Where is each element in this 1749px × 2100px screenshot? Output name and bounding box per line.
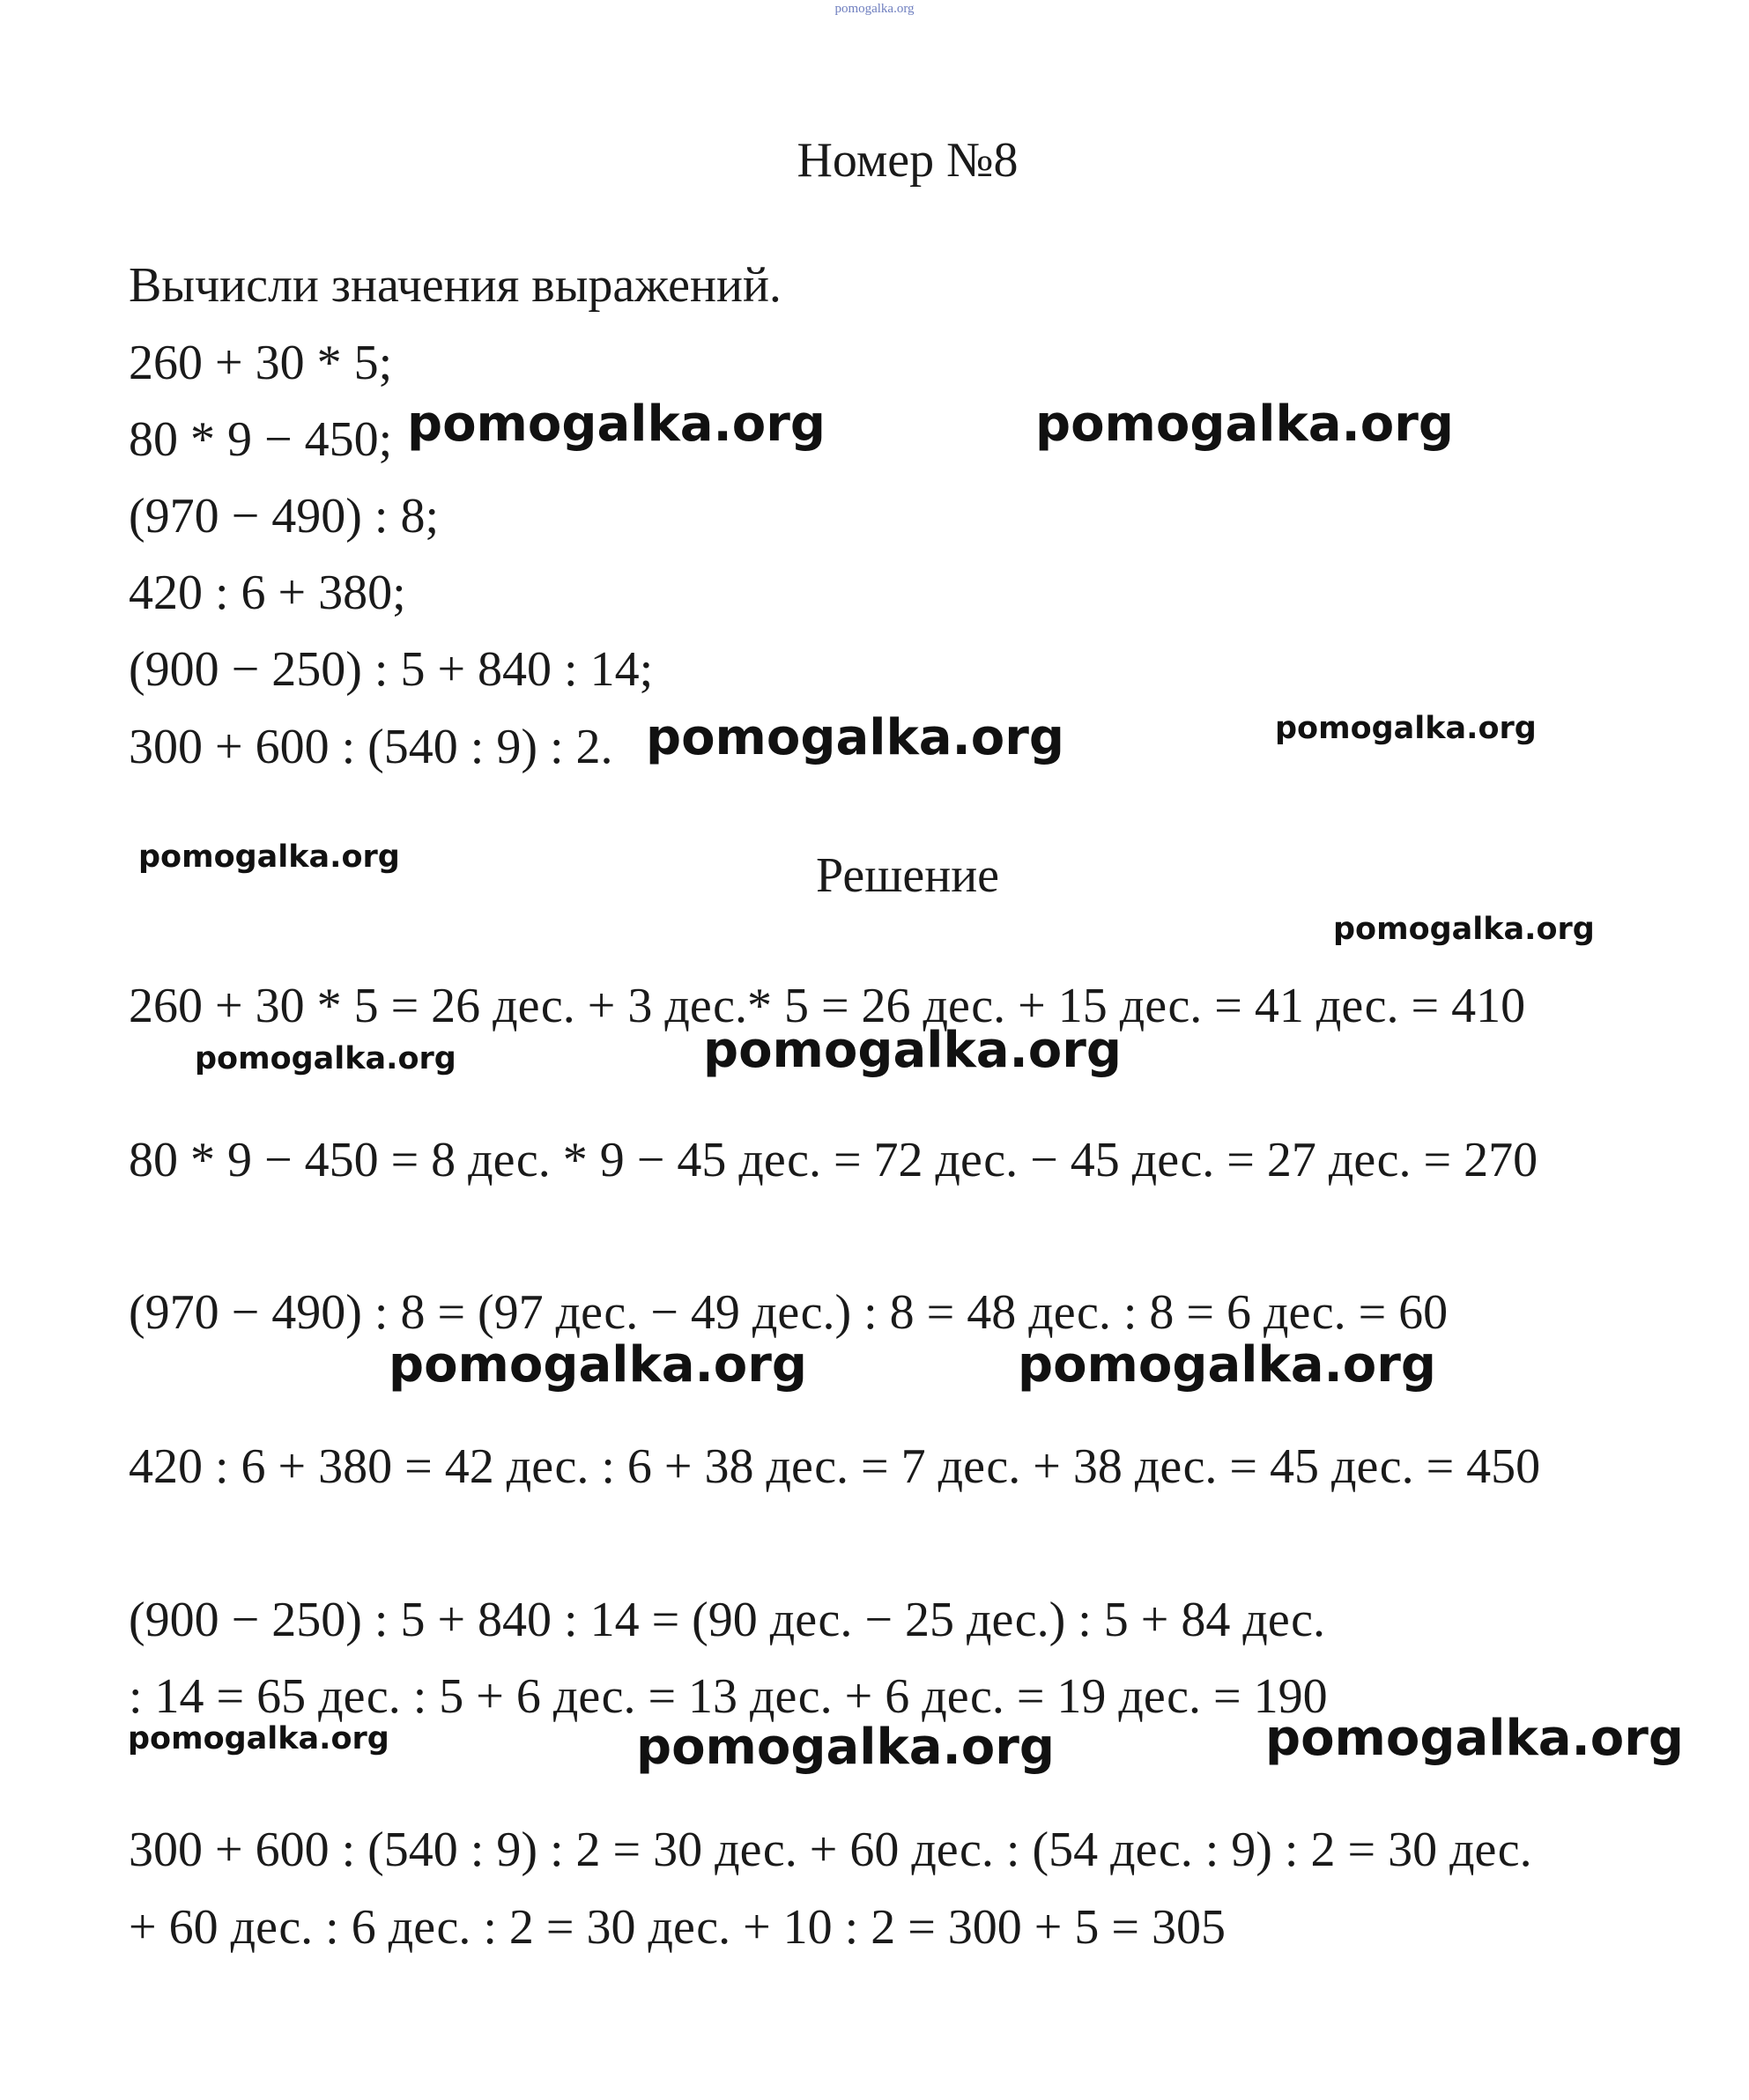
watermark: pomogalka.org	[389, 1336, 807, 1394]
watermark: pomogalka.org	[1333, 912, 1595, 947]
watermark: pomogalka.org	[407, 396, 826, 453]
task-expression: (900 − 250) : 5 + 840 : 14;	[129, 642, 654, 697]
solution-line: (900 − 250) : 5 + 840 : 14 = (90 дес. − 25 дес.) : 5 + 84 дес.	[129, 1593, 1325, 1647]
task-expression: 80 * 9 − 450;	[129, 412, 393, 467]
top-watermark: pomogalka.org	[834, 2, 915, 16]
task-expression: (970 − 490) : 8;	[129, 489, 439, 543]
solution-line: (970 − 490) : 8 = (97 дес. − 49 дес.) : 8 = 48 дес. : 8 = 6 дес. = 60	[129, 1285, 1449, 1340]
solution-line: 300 + 600 : (540 : 9) : 2 = 30 дес. + 60 дес. : (54 дес. : 9) : 2 = 30 дес.	[129, 1823, 1532, 1877]
watermark: pomogalka.org	[703, 1022, 1122, 1079]
task-expression: 260 + 30 * 5;	[129, 336, 393, 390]
watermark: pomogalka.org	[1018, 1336, 1436, 1394]
solution-line: 420 : 6 + 380 = 42 дес. : 6 + 38 дес. = 7 дес. + 38 дес. = 45 дес. = 450	[129, 1439, 1541, 1494]
watermark: pomogalka.org	[1265, 1710, 1684, 1767]
task-expression: 300 + 600 : (540 : 9) : 2.	[129, 720, 613, 774]
watermark: pomogalka.org	[646, 709, 1064, 766]
solution-line: + 60 дес. : 6 дес. : 2 = 30 дес. + 10 : 2 = 300 + 5 = 305	[129, 1900, 1226, 1955]
watermark: pomogalka.org	[138, 839, 400, 875]
watermark: pomogalka.org	[1275, 711, 1537, 746]
solution-line: 260 + 30 * 5 = 26 дес. + 3 дес.* 5 = 26 дес. + 15 дес. = 41 дес. = 410	[129, 979, 1526, 1033]
task-expression: 420 : 6 + 380;	[129, 566, 406, 620]
watermark: pomogalka.org	[1035, 396, 1454, 453]
page-title: Номер №8	[797, 133, 1019, 188]
solution-line: : 14 = 65 дес. : 5 + 6 дес. = 13 дес. + 6 дес. = 19 дес. = 190	[129, 1669, 1328, 1724]
watermark: pomogalka.org	[195, 1041, 456, 1076]
solution-heading: Решение	[815, 848, 1000, 903]
task-prompt: Вычисли значения выражений.	[129, 258, 782, 313]
solution-line: 80 * 9 − 450 = 8 дес. * 9 − 45 дес. = 72 дес. − 45 дес. = 27 дес. = 270	[129, 1133, 1538, 1187]
watermark: pomogalka.org	[128, 1721, 389, 1756]
watermark: pomogalka.org	[636, 1719, 1055, 1776]
